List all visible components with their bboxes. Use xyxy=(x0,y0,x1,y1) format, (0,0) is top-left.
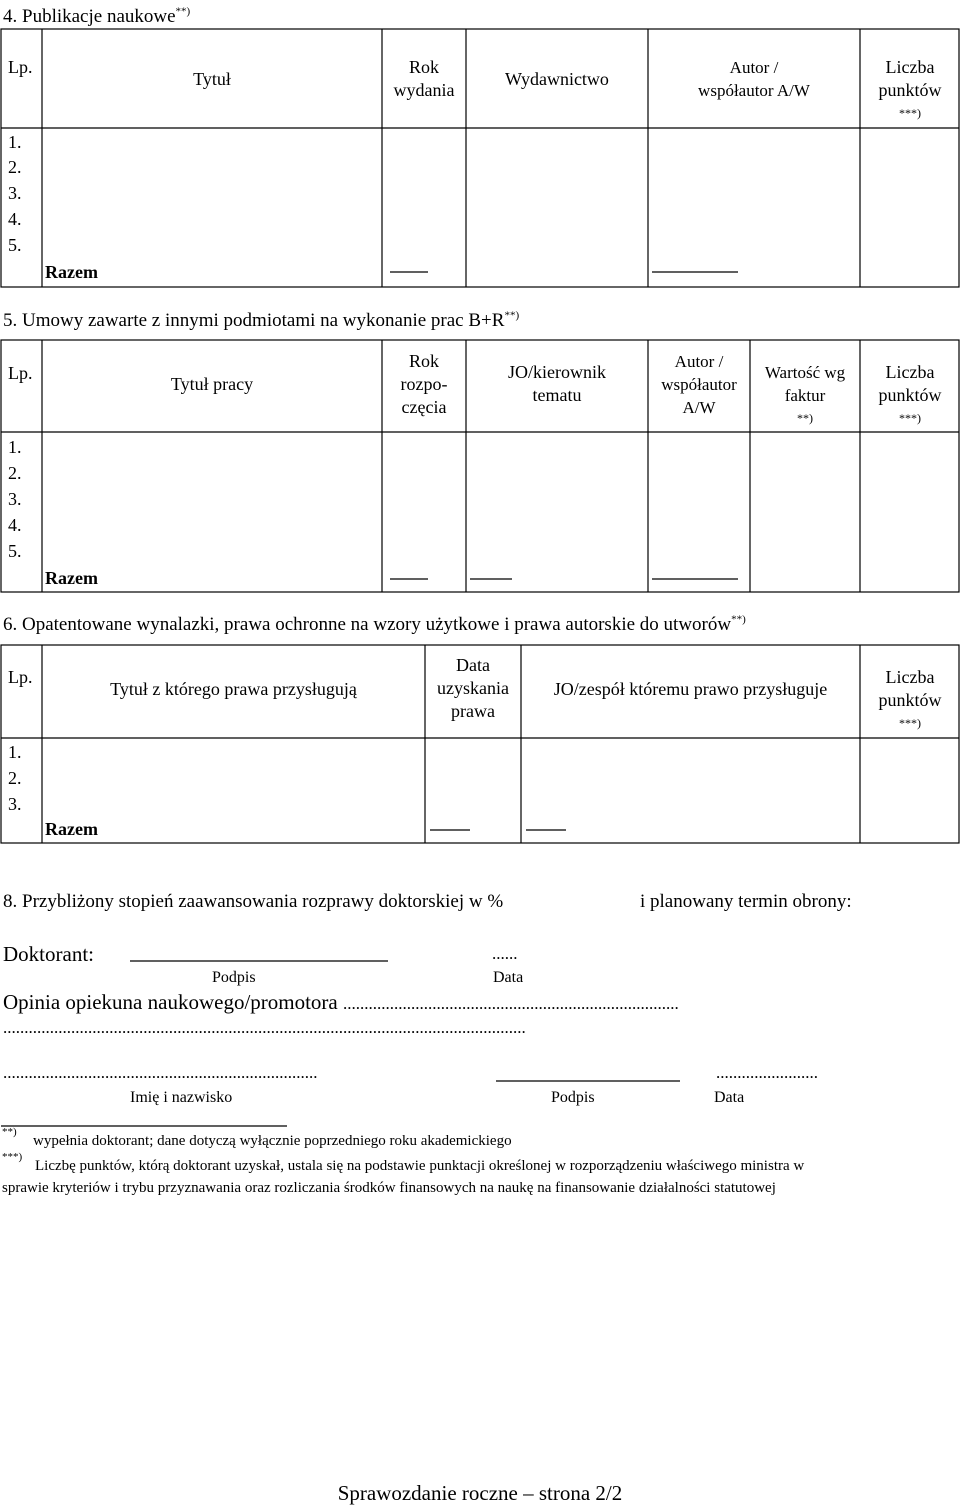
t4-header-year: Rok wydania xyxy=(393,57,455,100)
t5-row-number: 3. xyxy=(8,489,22,509)
t5-header-author: Autor / współautor A/W xyxy=(661,352,737,417)
footnote-1-text: wypełnia doktorant; dane dotyczą wyłącznie poprzedniego roku akademickiego xyxy=(33,1133,512,1149)
opinion-dots-line: ........................................................................................................................... xyxy=(3,1018,526,1037)
t6-row-number: 2. xyxy=(8,768,22,788)
t4-row-number: 3. xyxy=(8,183,22,203)
doctorant-signature-label: Podpis xyxy=(212,969,256,986)
section-8-text: 8. Przybliżony stopień zaawansowania rozprawy doktorskiej w % xyxy=(3,891,504,912)
doctorant-date-label: Data xyxy=(493,969,524,986)
t4-row-number: 2. xyxy=(8,157,22,177)
t6-total-label: Razem xyxy=(45,819,98,839)
t6-header-title: Tytuł z którego prawa przysługują xyxy=(110,679,357,699)
t5-row-number: 2. xyxy=(8,463,22,483)
opinion-name-label: Imię i nazwisko xyxy=(130,1089,233,1106)
t5-row-number: 4. xyxy=(8,515,22,535)
t4-row-number: 1. xyxy=(8,132,22,152)
page-footer: Sprawozdanie roczne – strona 2/2 xyxy=(337,1481,623,1505)
t4-header-author: Autor / współautor A/W xyxy=(698,58,810,100)
t6-row-number: 1. xyxy=(8,742,22,762)
t4-row-number: 5. xyxy=(8,235,22,255)
t6-header-lp: Lp. xyxy=(8,667,33,687)
doctorant-date-dots: ...... xyxy=(492,944,518,963)
section-5-title: 5. Umowy zawarte z innymi podmiotami na wykonanie prac B+R**) xyxy=(3,309,520,331)
opinion-date-dots: ........................ xyxy=(716,1063,818,1082)
t4-header-publisher: Wydawnictwo xyxy=(505,69,609,89)
section-6-title: 6. Opatentowane wynalazki, prawa ochronne na wzory użytkowe i prawa autorskie do utworów**) xyxy=(3,613,746,635)
t5-header-lp: Lp. xyxy=(8,363,33,383)
doctorant-label: Doktorant: xyxy=(3,942,94,966)
opinion-signature-label: Podpis xyxy=(551,1089,595,1106)
t4-header-points: Liczba punktów ***) xyxy=(878,57,942,120)
t5-header-title: Tytuł pracy xyxy=(170,374,254,394)
t4-header-title: Tytuł xyxy=(193,69,231,89)
t4-total-label: Razem xyxy=(45,262,98,282)
t4-header-lp: Lp. xyxy=(8,57,33,77)
t5-row-number: 5. xyxy=(8,541,22,561)
footnote-2-mark: ***) xyxy=(2,1151,23,1163)
t6-row-number: 3. xyxy=(8,794,22,814)
opinion-date-label: Data xyxy=(714,1089,745,1106)
t6-header-date: Data uzyskania prawa xyxy=(437,655,509,721)
t5-row-number: 1. xyxy=(8,437,22,457)
opinion-label: Opinia opiekuna naukowego/promotora ............................................................................... xyxy=(3,990,679,1014)
opinion-name-dots: .......................................................................... xyxy=(3,1063,318,1082)
section-4-title: 4. Publikacje naukowe**) xyxy=(3,5,191,27)
defense-date-label: i planowany termin obrony: xyxy=(640,891,852,912)
t5-header-year: Rok rozpo- częcia xyxy=(400,351,448,417)
footnote-2-line1: Liczbę punktów, którą doktorant uzyskał, ustala się na podstawie punktacji określonej w rozporządzeniu właściwego ministra w xyxy=(35,1158,805,1174)
t5-total-label: Razem xyxy=(45,568,98,588)
t5-header-jo: JO/kierownik tematu xyxy=(508,362,606,405)
t6-header-jo: JO/zespół któremu prawo przysługuje xyxy=(553,679,828,699)
t5-header-points: Liczba punktów ***) xyxy=(878,362,942,425)
t5-header-value: Wartość wg faktur **) xyxy=(764,363,846,425)
footnote-2-line2: sprawie kryteriów i trybu przyznawania oraz rozliczania środków finansowych na naukę na finansowanie działalności statutowej xyxy=(2,1180,776,1196)
t4-row-number: 4. xyxy=(8,209,22,229)
footnote-1-mark: **) xyxy=(2,1126,17,1138)
t6-header-points: Liczba punktów ***) xyxy=(878,667,942,730)
